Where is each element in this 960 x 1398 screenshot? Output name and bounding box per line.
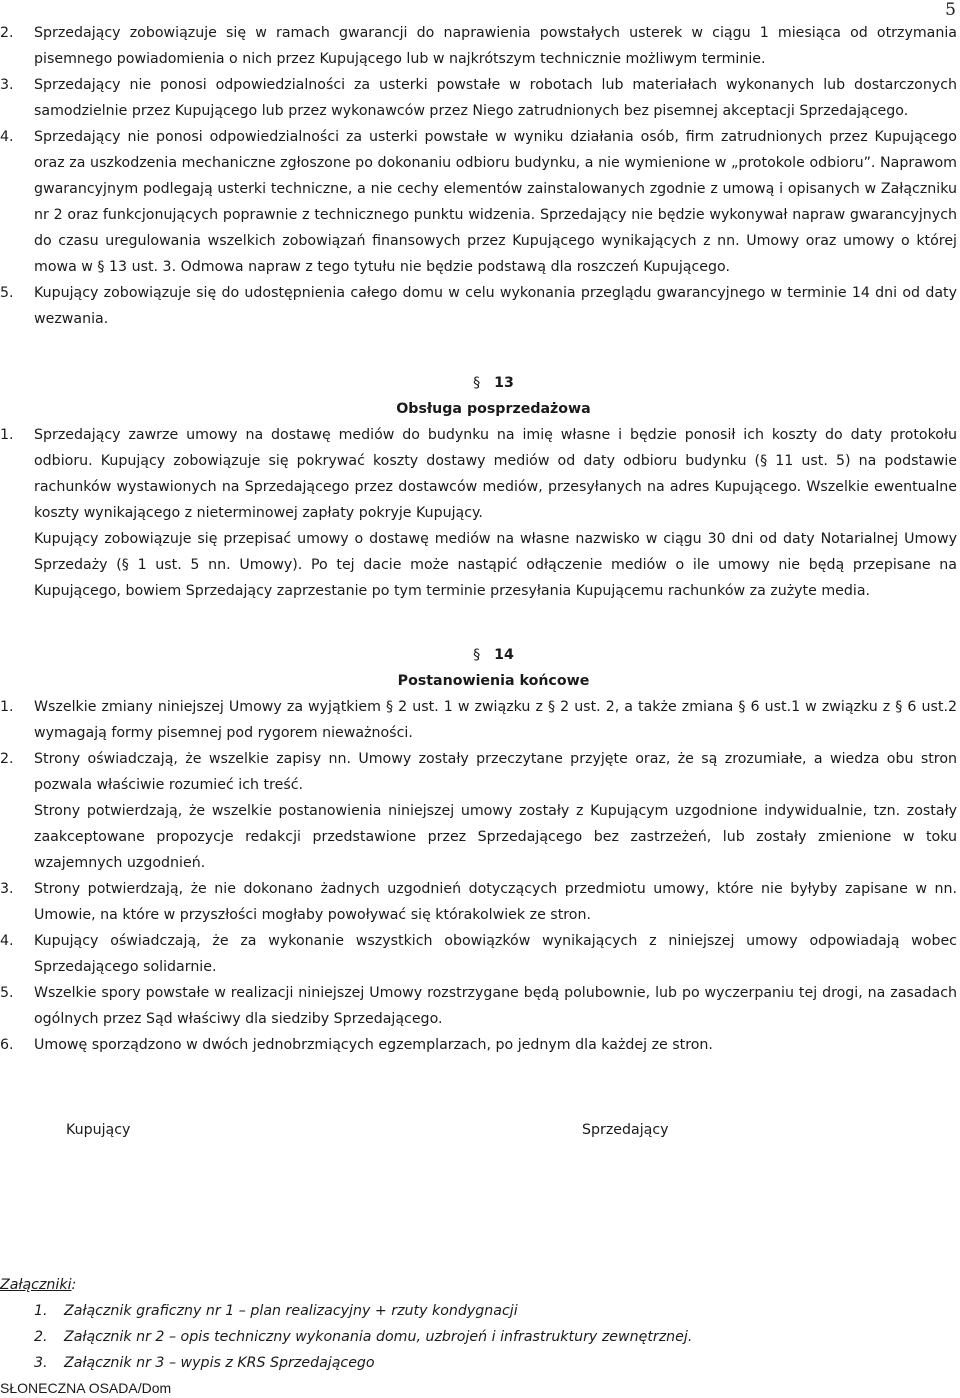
item-number: 6.	[0, 1037, 14, 1053]
attachment-item	[34, 1350, 960, 1376]
attachments-list	[0, 1272, 960, 1376]
list-item	[0, 746, 957, 798]
item-text: Wszelkie zmiany niniejszej Umowy za wyjątkiem § 2 ust. 1 w związku z § 2 ust. 2, a także zmiana § 6 ust.1 w związku z § 6 ust.2 wymagają formy pisemnej pod rygorem nieważności.	[34, 699, 957, 741]
attachment-text: Załącznik nr 3 – wypis z KRS Sprzedającego	[64, 1355, 375, 1371]
paragraph: Kupujący zobowiązuje się przepisać umowy o dostawę mediów na własne nazwisko w ciągu 30 dni od daty Notarialnej Umowy Sprzedaży (§ 1 ust. 5 nn. Umowy). Po tej dacie może nastąpić odłączenie mediów o ile umowy nie będą przepisane na Kupującego, bowiem Sprzedający zaprzestanie po tym terminie przesyłania Kupującemu rachunków za zużyte media.	[34, 531, 957, 599]
list-item	[0, 876, 957, 928]
item-number: 1.	[0, 427, 14, 443]
list-item	[0, 422, 957, 526]
attachments-colon: :	[71, 1277, 77, 1293]
section-symbol: §	[473, 647, 481, 663]
list-item	[0, 928, 957, 980]
attachment-number: 2.	[34, 1329, 48, 1345]
signature-seller: Sprzedający	[582, 1122, 669, 1138]
item-text: Sprzedający nie ponosi odpowiedzialności za usterki powstałe w wyniku działania osób, firm zatrudnionych przez Kupującego oraz za uszkodzenia mechaniczne zgłoszone po dokonaniu odbioru budynku, a nie wymienione w „protokole odbioru”. Naprawom gwarancyjnym podlegają usterki techniczne, a nie cechy elementów zainstalowanych zgodnie z umową i opisanych w Załączniku nr 2 oraz funkcjonujących poprawnie z technicznego punktu widzenia. Sprzedający nie będzie wykonywał napraw gwarancyjnych do czasu uregulowania wszelkich zobowiązań finansowych przez Kupującego wynikających z nn. Umowy oraz umowy o której mowa w § 13 ust. 3. Odmowa napraw z tego tytułu nie będzie podstawą dla roszczeń Kupującego.	[34, 129, 957, 275]
attachment-number: 1.	[34, 1303, 48, 1319]
item-text: Kupujący zobowiązuje się do udostępnienia całego domu w celu wykonania przeglądu gwarancyjnego w terminie 14 dni od daty wezwania.	[34, 285, 957, 327]
section-14-title: Postanowienia końcowe	[397, 673, 590, 689]
section-number: 14	[494, 647, 514, 663]
attachment-item	[34, 1298, 960, 1324]
list-item	[0, 20, 957, 72]
section-14-number	[0, 642, 957, 668]
item-text: Wszelkie spory powstałe w realizacji niniejszej Umowy rozstrzygane będą polubownie, lub po wyczerpaniu tej drogi, na zasadach ogólnych przez Sąd właściwy dla siedziby Sprzedającego.	[34, 985, 957, 1027]
item-number: 4.	[0, 933, 14, 949]
list-item	[0, 694, 957, 746]
attachment-item	[34, 1324, 960, 1350]
list-item	[0, 72, 957, 124]
item-number: 2.	[0, 751, 14, 767]
item-number: 3.	[0, 77, 14, 93]
list-item	[0, 1032, 957, 1058]
item-text: Strony potwierdzają, że nie dokonano żadnych uzgodnień dotyczących przedmiotu umowy, które nie byłyby zapisane w nn. Umowie, na które w przyszłości mogłaby powoływać się którakolwiek ze stron.	[34, 881, 957, 923]
signature-buyer: Kupujący	[66, 1122, 131, 1138]
attachments-heading	[0, 1272, 960, 1298]
signature-block	[0, 1122, 960, 1152]
item-text: Strony oświadczają, że wszelkie zapisy nn. Umowy zostały przeczytane przyjęte oraz, że są zrozumiałe, a wiedza obu stron pozwala właściwie rozumieć ich treść.	[34, 751, 957, 793]
attachment-number: 3.	[34, 1355, 48, 1371]
section-symbol: §	[473, 375, 481, 391]
list-item	[0, 280, 957, 332]
item-text: Kupujący oświadczają, że za wykonanie wszystkich obowiązków wynikających z niniejszej umowy odpowiadają wobec Sprzedającego solidarnie.	[34, 933, 957, 975]
item-text: Umowę sporządzono w dwóch jednobrzmiących egzemplarzach, po jednym dla każdej ze stron.	[34, 1037, 713, 1053]
attachment-text: Załącznik graficzny nr 1 – plan realizacyjny + rzuty kondygnacji	[64, 1303, 518, 1319]
paragraph: Strony potwierdzają, że wszelkie postanowienia niniejszej umowy zostały z Kupującym uzgodnione indywidualnie, tzn. zostały zaakceptowane propozycje redakcji przedstawione przez Sprzedającego bez zastrzeżeń, lub zostały zmienione w toku wzajemnych uzgodnień.	[34, 803, 957, 871]
section-number: 13	[494, 375, 514, 391]
section-13-title: Obsługa posprzedażowa	[396, 401, 591, 417]
item-number: 4.	[0, 129, 14, 145]
document-body	[0, 20, 957, 1058]
list-item	[0, 124, 957, 280]
page-footer: SŁONECZNA OSADA/Dom	[0, 1380, 172, 1396]
item-text: Sprzedający zobowiązuje się w ramach gwarancji do naprawienia powstałych usterek w ciągu 1 miesiąca od otrzymania pisemnego powiadomienia o nich przez Kupującego lub w najkrótszym technicznie możliwym terminie.	[34, 25, 957, 67]
item-number: 5.	[0, 285, 14, 301]
attachment-text: Załącznik nr 2 – opis techniczny wykonania domu, uzbrojeń i infrastruktury zewnętrznej.	[64, 1329, 693, 1345]
item-number: 1.	[0, 699, 14, 715]
item-number: 5.	[0, 985, 14, 1001]
item-number: 2.	[0, 25, 14, 41]
list-item	[0, 980, 957, 1032]
item-text: Sprzedający nie ponosi odpowiedzialności za usterki powstałe w robotach lub materiałach wykonanych lub dostarczonych samodzielnie przez Kupującego lub przez wykonawców przez Niego zatrudnionych bez pisemnej akceptacji Sprzedającego.	[34, 77, 957, 119]
section-13-number	[0, 370, 957, 396]
item-text: Sprzedający zawrze umowy na dostawę mediów do budynku na imię własne i będzie ponosił ich koszty do daty protokołu odbioru. Kupujący zobowiązuje się pokrywać koszty dostawy mediów od daty odbioru budynku (§ 11 ust. 5) na podstawie rachunków wystawionych na Sprzedającego przez dostawców mediów, przesyłanych na adres Kupującego. Wszelkie ewentualne koszty wynikającego z nieterminowej zapłaty pokryje Kupujący.	[34, 427, 957, 521]
page-number: 5	[945, 0, 956, 20]
item-number: 3.	[0, 881, 14, 897]
attachments-title: Załączniki	[0, 1277, 72, 1293]
